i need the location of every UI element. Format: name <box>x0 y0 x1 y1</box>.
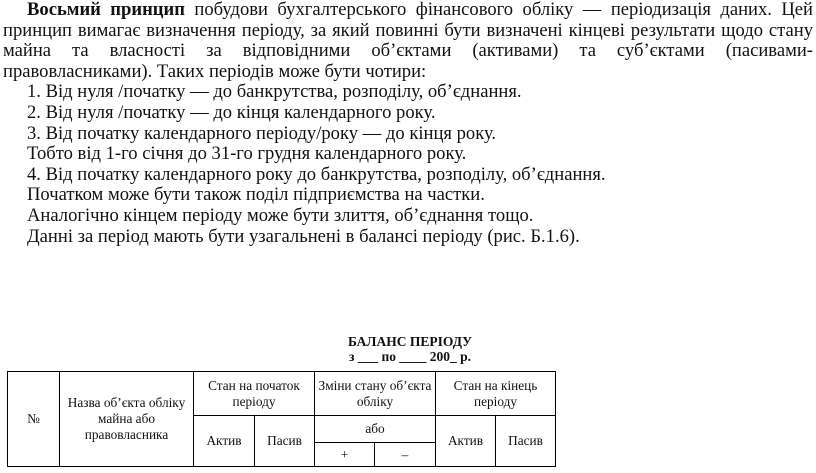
period-line-3-note: Тобто від 1-го січня до 31-го грудня календарного року. <box>27 143 467 165</box>
object-name-header: Назва об’єкта обліку майна або правовласника <box>60 372 194 467</box>
period-line-3: 3. Від початку календарного періоду/року — до кінця року. <box>27 122 497 144</box>
number-header: № <box>8 372 60 467</box>
end-of-period-header: Стан на кінець періоду <box>436 372 556 416</box>
document-text <box>3 0 813 247</box>
changes-plus-header: + <box>315 443 375 467</box>
start-note-line: Початком може бути також поділ підприємства на частки. <box>27 184 485 206</box>
balance-reference-line: Данні за період мають бути узагальнені в балансі періоду (рис. Б.1.6). <box>27 225 580 247</box>
balance-table <box>7 371 811 467</box>
table-title: БАЛАНС ПЕРІОДУ <box>347 334 473 349</box>
period-line-1: 1. Від нуля /початку — до банкрутства, розподілу, об’єднання. <box>27 81 522 103</box>
intro-text: побудови бухгалтерського фінансового обліку — періодизація даних. Цей принцип вимагає визначення періоду, за який повинні бути визначені кінцеві результати щодо стану майна та власності за відповідними об’єктами (активами) та суб’єктами (пасивами-правовласниками). Таких періодів може бути чотири: <box>3 0 813 82</box>
period-line-2: 2. Від нуля /початку — до кінця календарного року. <box>27 101 436 123</box>
table-subtitle-period: з ___ по ____ 200_ р. <box>349 349 471 364</box>
start-asset-header: Актив <box>194 416 255 467</box>
intro-paragraph <box>3 0 813 82</box>
changes-minus-header: – <box>375 443 436 467</box>
end-asset-header: Актив <box>436 416 496 467</box>
start-of-period-header: Стан на початок періоду <box>194 372 315 416</box>
intro-bold-lead: Восьмий принцип <box>27 0 185 20</box>
changes-header: Зміни стану об’єкта обліку <box>315 372 436 416</box>
period-line-4: 4. Від початку календарного року до банкрутства, розподілу, об’єднання. <box>27 163 606 185</box>
changes-or-label: або <box>315 416 436 443</box>
balance-table-wrapper <box>7 371 810 467</box>
start-liability-header: Пасив <box>255 416 315 467</box>
table-right-blank <box>556 372 811 467</box>
end-liability-header: Пасив <box>496 416 556 467</box>
end-note-line: Аналогічно кінцем періоду може бути злиття, об’єднання тощо. <box>27 204 534 226</box>
